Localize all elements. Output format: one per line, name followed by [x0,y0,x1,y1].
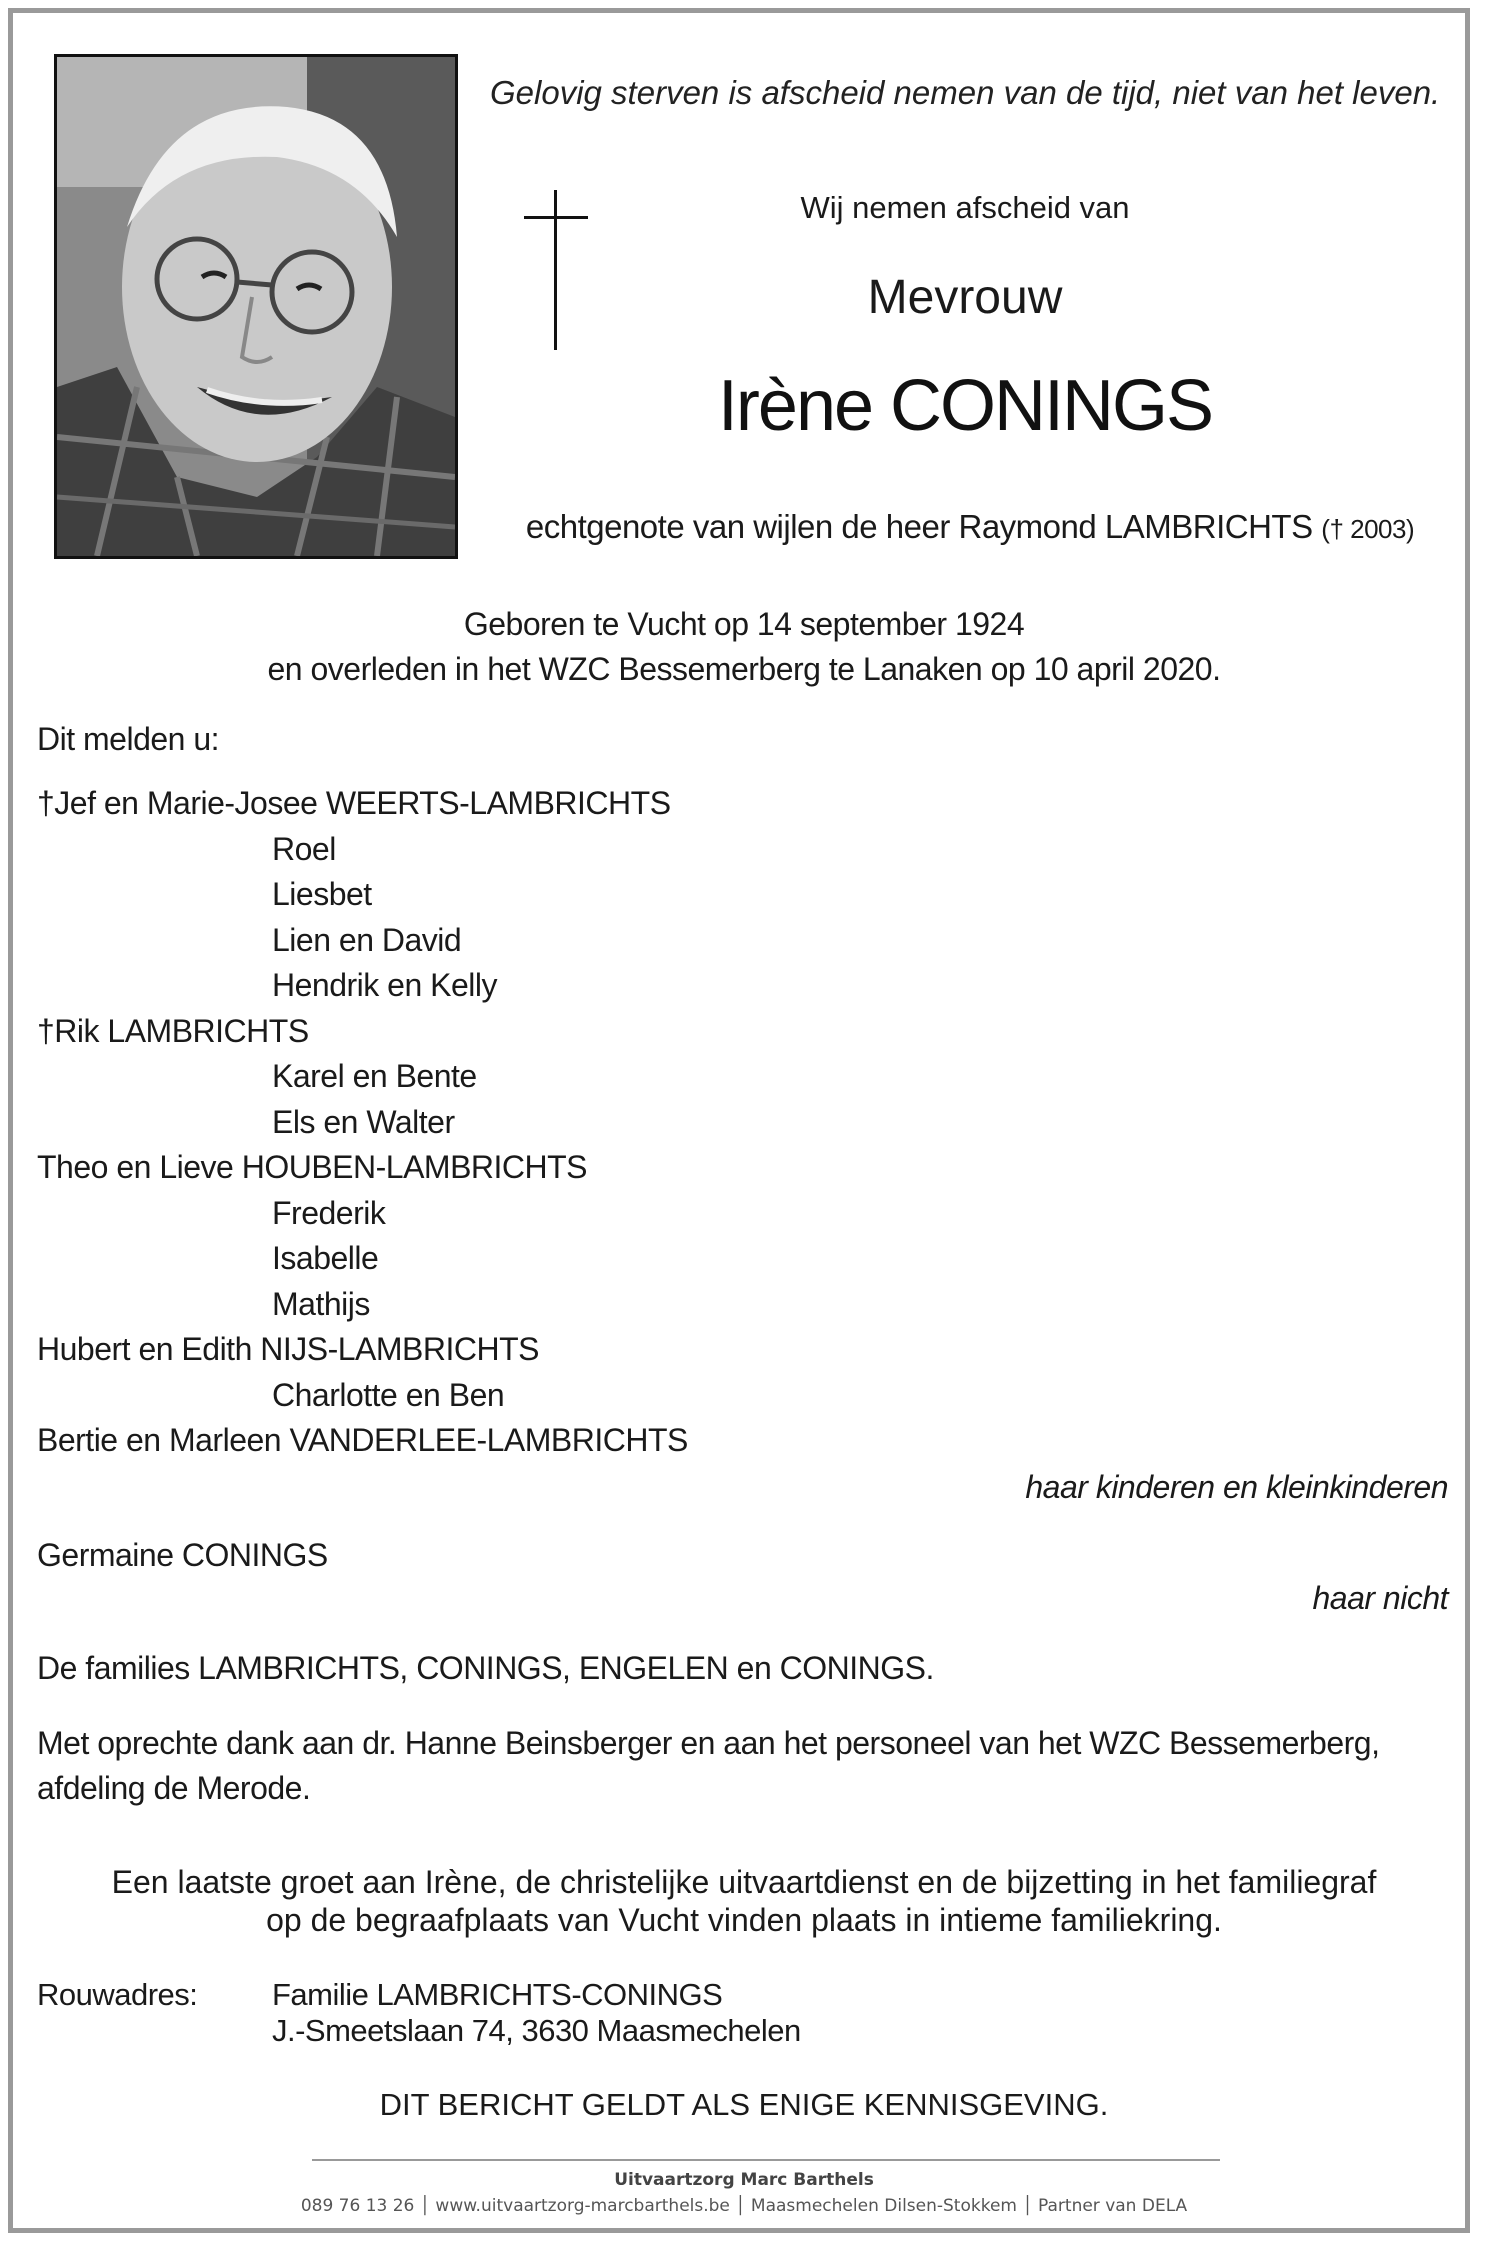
family-member: Els en Walter [272,1104,455,1140]
spouse-text: echtgenote van wijlen de heer Raymond LAMBRICHTS [525,508,1313,545]
thanks-line: Met oprechte dank aan dr. Hanne Beinsberger en aan het personeel van het WZC Bessemerberg, [37,1725,1380,1761]
announce-text: Dit melden u: [37,721,220,757]
footer-divider [312,2159,1220,2161]
family-member: Bertie en Marleen VANDERLEE-LAMBRICHTS [37,1422,688,1458]
family-member: Lien en David [272,922,462,958]
spouse-death-note: († 2003) [1321,514,1415,544]
death-line: en overleden in het WZC Bessemerberg te Lanaken op 10 april 2020. [267,651,1221,687]
deceased-name: Irène CONINGS [717,366,1213,446]
footer-info: 089 76 13 26 │ www.uitvaartzorg-marcbarthels.be │ Maasmechelen Dilsen-Stokkem │ Partner van DELA [300,2196,1188,2216]
address-line: Familie LAMBRICHTS-CONINGS [272,1977,723,2012]
ceremony-line: Een laatste groet aan Irène, de christelijke uitvaartdienst en de bijzetting in het familiegraf [111,1864,1377,1900]
family-member: Hendrik en Kelly [272,967,497,1003]
notice-text: DIT BERICHT GELDT ALS ENIGE KENNISGEVING. [379,2087,1109,2122]
footer-company: Uitvaartzorg Marc Barthels [614,2170,874,2190]
address-label: Rouwadres: [37,1977,198,2012]
family-member: Roel [272,831,336,867]
family-member: Charlotte en Ben [272,1377,505,1413]
family-member: †Rik LAMBRICHTS [37,1013,309,1049]
family-member: Karel en Bente [272,1058,477,1094]
family-member: Hubert en Edith NIJS-LAMBRICHTS [37,1331,539,1367]
motto: Gelovig sterven is afscheid nemen van de tijd, niet van het leven. [490,74,1441,111]
ceremony-line: op de begraafplaats van Vucht vinden plaats in intieme familiekring. [266,1902,1222,1938]
families-line: De families LAMBRICHTS, CONINGS, ENGELEN en CONINGS. [37,1650,934,1686]
role-niece: haar nicht [1312,1580,1448,1616]
cross-icon [524,190,588,350]
portrait-illustration [57,57,455,556]
honorific: Mevrouw [867,271,1063,324]
birth-line: Geboren te Vucht op 14 september 1924 [463,606,1025,642]
thanks-line: afdeling de Merode. [37,1770,311,1806]
portrait-photo [54,54,458,559]
family-member: Theo en Lieve HOUBEN-LAMBRICHTS [37,1149,588,1185]
family-member: Isabelle [272,1240,379,1276]
address-line: J.-Smeetslaan 74, 3630 Maasmechelen [272,2013,801,2048]
intro-text: Wij nemen afscheid van [800,190,1130,225]
role-children: haar kinderen en kleinkinderen [1025,1469,1448,1505]
niece-name: Germaine CONINGS [37,1537,328,1573]
family-member: Liesbet [272,876,372,912]
family-member: †Jef en Marie-Josee WEERTS-LAMBRICHTS [37,785,671,821]
spouse-line [500,508,1440,546]
family-member: Mathijs [272,1286,370,1322]
family-member: Frederik [272,1195,386,1231]
